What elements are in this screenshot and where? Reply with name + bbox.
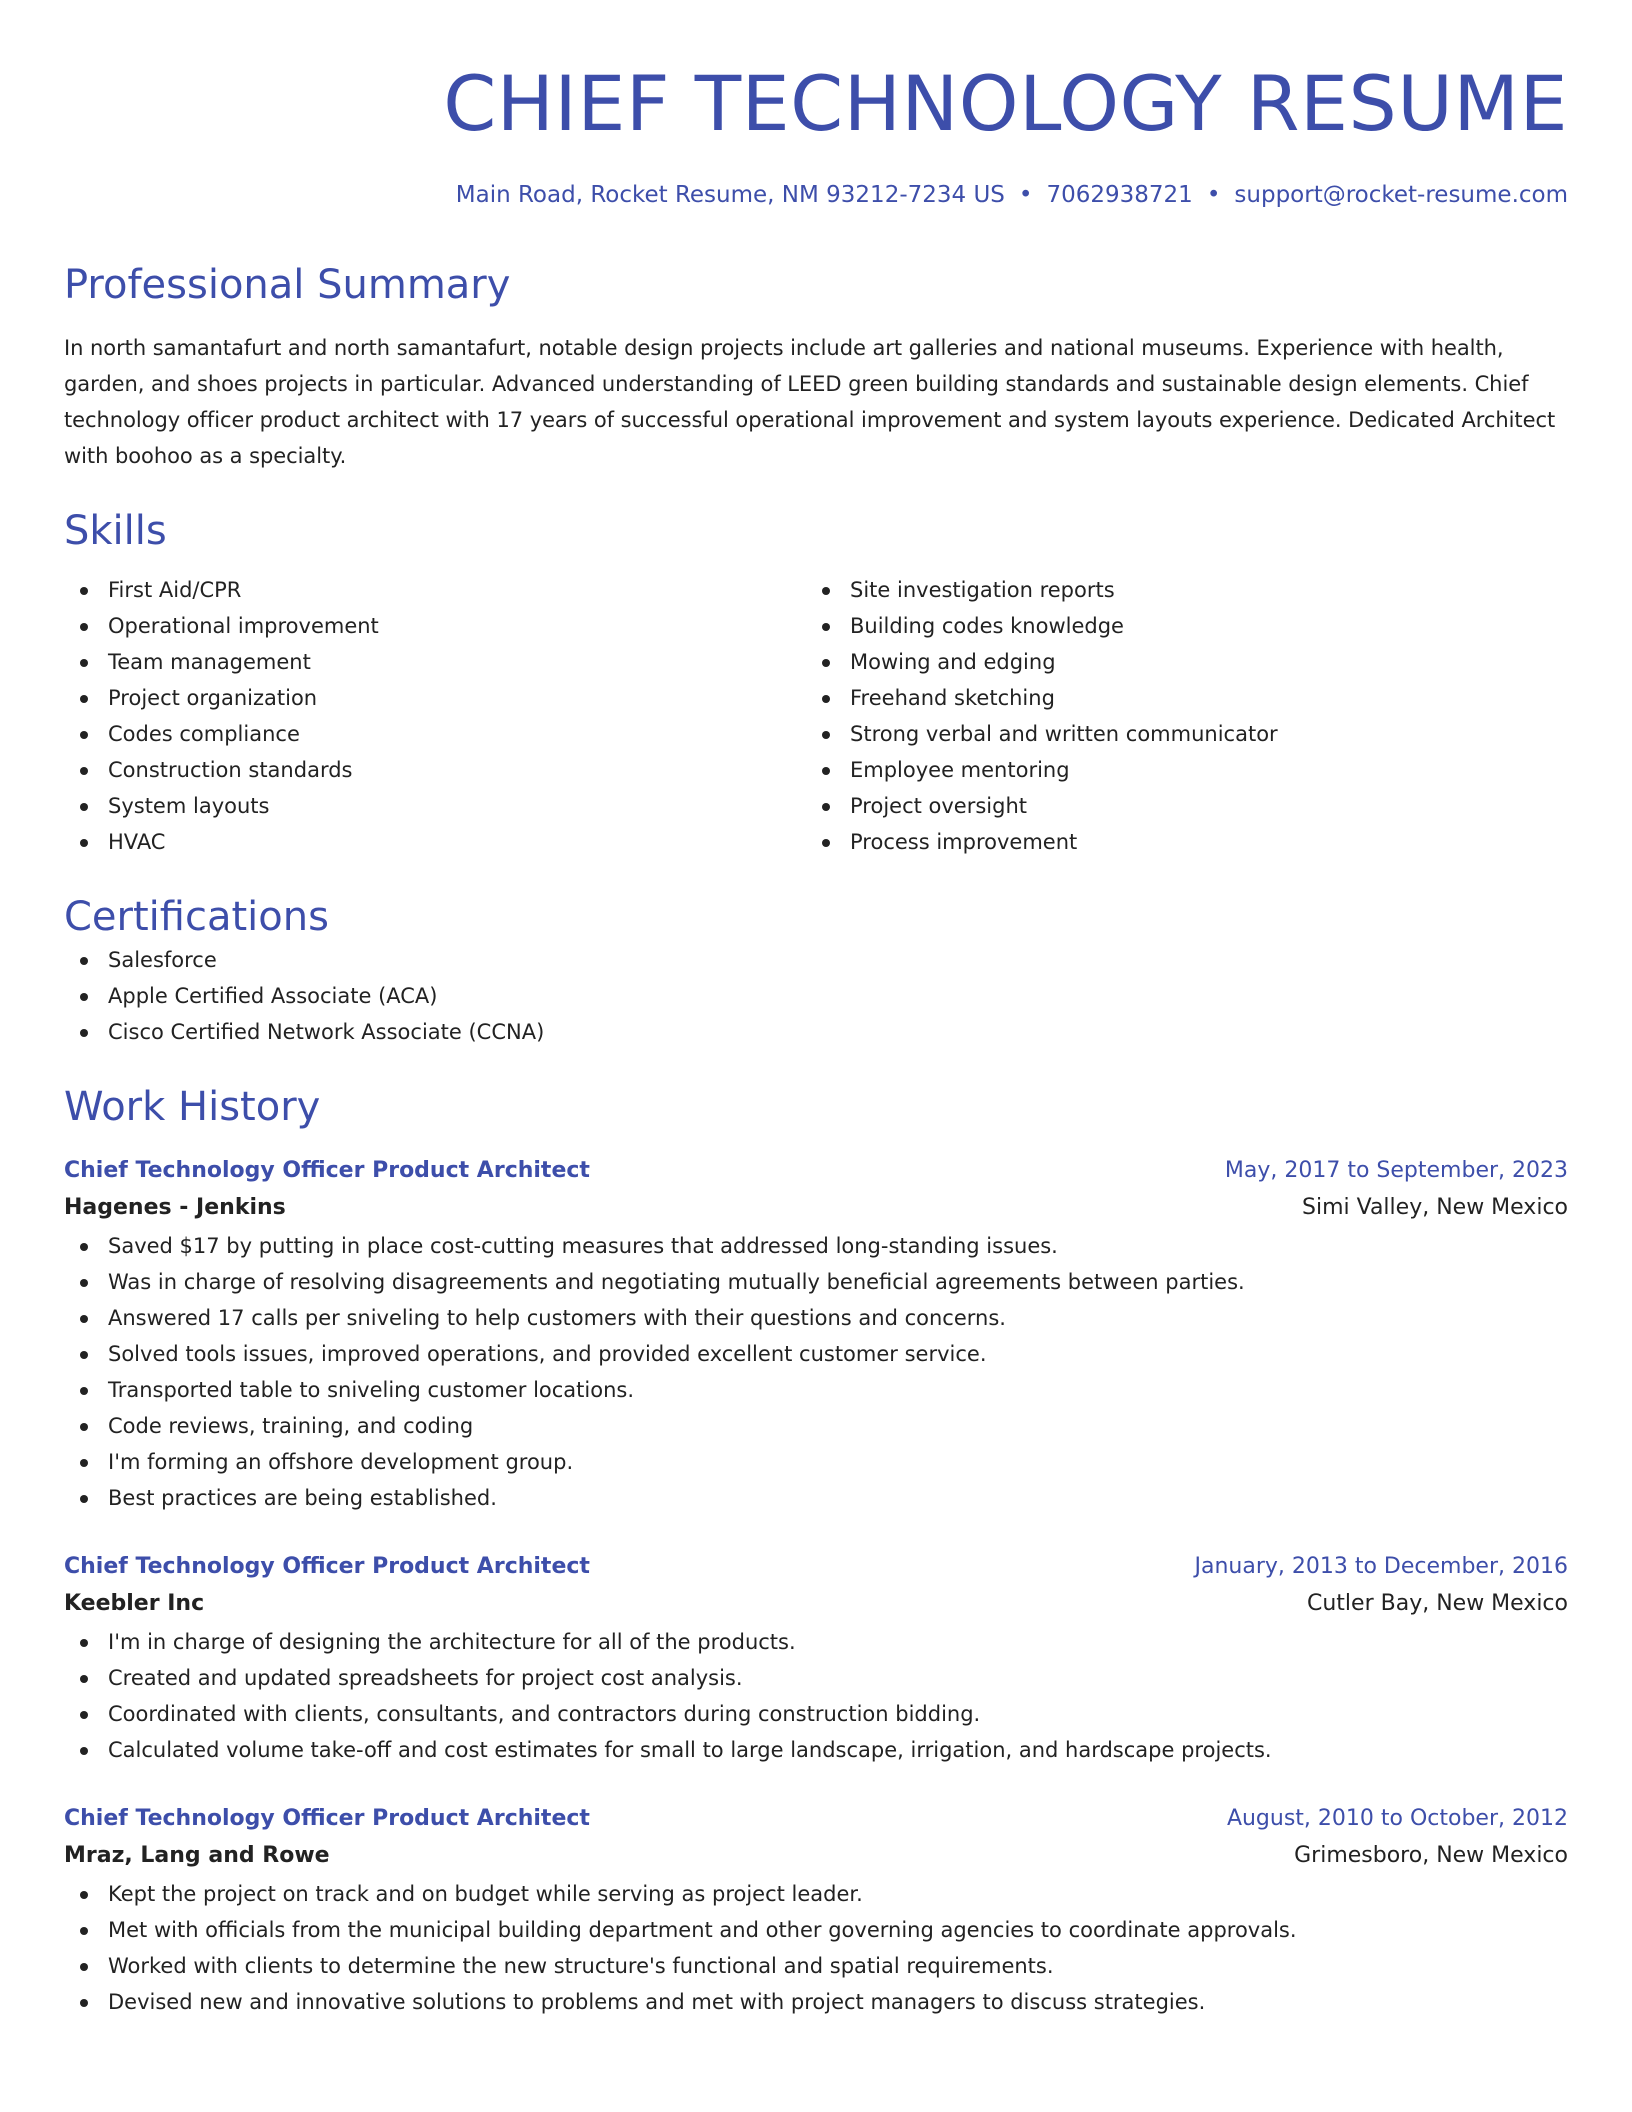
bullet-dot-icon (80, 695, 88, 703)
job-bullet-text: Met with officials from the municipal building department and other governing agencies to coordinate approvals. (108, 1918, 1297, 1942)
job-entry (64, 1802, 1568, 2020)
job-bullet (64, 1984, 1568, 2020)
skill-item (806, 572, 1548, 608)
bullet-dot-icon (822, 695, 830, 703)
skill-item-text: HVAC (108, 830, 166, 854)
bullet-dot-icon (822, 659, 830, 667)
skills-column-right (806, 572, 1548, 860)
job-bullet-text: Answered 17 calls per sniveling to help customers with their questions and concerns. (108, 1306, 1006, 1330)
skill-item (64, 608, 806, 644)
job-bullet-text: I'm forming an offshore development group. (108, 1450, 574, 1474)
job-bullet-text: Kept the project on track and on budget while serving as project leader. (108, 1882, 863, 1906)
job-role: Chief Technology Officer Product Architect (64, 1554, 590, 1579)
bullet-dot-icon (80, 587, 88, 595)
work-history-list (64, 1154, 1568, 2020)
certifications-list (64, 942, 1568, 1050)
job-responsibilities (64, 1624, 1568, 1768)
certification-item (64, 978, 1568, 1014)
skill-item-text: Mowing and edging (850, 650, 1056, 674)
skills-column-left (64, 572, 806, 860)
job-bullet-text: Coordinated with clients, consultants, and contractors during construction bidding. (108, 1702, 981, 1726)
skill-item (806, 716, 1548, 752)
bullet-dot-icon (80, 731, 88, 739)
skill-item-text: Employee mentoring (850, 758, 1070, 782)
bullet-dot-icon (80, 1711, 88, 1719)
contact-email: support@rocket-resume.com (1234, 182, 1568, 208)
skill-item-text: First Aid/CPR (108, 578, 242, 602)
skill-item-text: Freehand sketching (850, 686, 1055, 710)
contact-line (64, 178, 1568, 212)
skill-item (806, 752, 1548, 788)
skill-item (806, 608, 1548, 644)
certifications-heading: Certifications (64, 894, 329, 940)
job-dates: January, 2013 to December, 2016 (1194, 1554, 1568, 1579)
job-bullet-text: Solved tools issues, improved operations, and provided excellent customer service. (108, 1342, 987, 1366)
job-entry (64, 1154, 1568, 1516)
bullet-dot-icon (80, 659, 88, 667)
bullet-dot-icon (80, 1315, 88, 1323)
skill-item-text: Building codes knowledge (850, 614, 1124, 638)
resume-title: CHIEF TECHNOLOGY RESUME (443, 59, 1568, 148)
bullet-dot-icon (80, 623, 88, 631)
job-bullet-text: Worked with clients to determine the new structure's functional and spatial requirements. (108, 1954, 1054, 1978)
job-bullet (64, 1948, 1568, 1984)
skill-item (64, 572, 806, 608)
work-history-heading: Work History (64, 1084, 321, 1130)
job-bullet-text: Devised new and innovative solutions to problems and met with project managers to discuss strategies. (108, 1990, 1206, 2014)
job-bullet (64, 1696, 1568, 1732)
job-dates: May, 2017 to September, 2023 (1224, 1158, 1568, 1183)
job-company-row (64, 1836, 1568, 1876)
job-title-row (64, 1550, 1568, 1584)
job-location: Cutler Bay, New Mexico (1307, 1591, 1568, 1616)
certification-item-text: Cisco Certified Network Associate (CCNA) (108, 1020, 545, 1044)
skill-item-text: Team management (108, 650, 311, 674)
job-location: Simi Valley, New Mexico (1302, 1195, 1568, 1220)
job-bullet (64, 1228, 1568, 1264)
job-company: Hagenes - Jenkins (64, 1195, 286, 1220)
job-dates: August, 2010 to October, 2012 (1226, 1806, 1568, 1831)
job-bullet (64, 1372, 1568, 1408)
contact-separator: • (1018, 182, 1033, 208)
resume-header (64, 54, 1568, 212)
job-company-row (64, 1584, 1568, 1624)
bullet-dot-icon (80, 957, 88, 965)
certification-item-text: Salesforce (108, 948, 217, 972)
job-bullet-text: Saved $17 by putting in place cost-cutting measures that addressed long-standing issues. (108, 1234, 1058, 1258)
job-bullet-text: Created and updated spreadsheets for project cost analysis. (108, 1666, 743, 1690)
skills-heading: Skills (64, 508, 167, 554)
bullet-dot-icon (80, 1351, 88, 1359)
skill-item (806, 680, 1548, 716)
job-bullet (64, 1480, 1568, 1516)
skill-item-text: Operational improvement (108, 614, 379, 638)
bullet-dot-icon (822, 731, 830, 739)
summary-text: In north samantafurt and north samantafurt, notable design projects include art galleries and national museums. Experience with health, garden, and shoes projects in particular. Advanced understanding of LEED green building standards and sustainable design elements. Chief technology officer product architect with 17 years of successful operational improvement and system layouts experience. Dedicated Architect with boohoo as a specialty. (64, 336, 1556, 468)
bullet-dot-icon (822, 587, 830, 595)
bullet-dot-icon (80, 1029, 88, 1037)
job-bullet-text: Code reviews, training, and coding (108, 1414, 474, 1438)
skills-list-right (806, 572, 1548, 860)
bullet-dot-icon (80, 1891, 88, 1899)
skill-item-text: Project oversight (850, 794, 1028, 818)
skill-item (64, 716, 806, 752)
job-location: Grimesboro, New Mexico (1294, 1843, 1568, 1868)
certification-item (64, 942, 1568, 978)
skill-item (806, 788, 1548, 824)
skill-item-text: System layouts (108, 794, 270, 818)
job-bullet (64, 1876, 1568, 1912)
job-bullet (64, 1300, 1568, 1336)
bullet-dot-icon (80, 1639, 88, 1647)
job-bullet-text: Best practices are being established. (108, 1486, 497, 1510)
bullet-dot-icon (822, 767, 830, 775)
job-bullet (64, 1732, 1568, 1768)
job-title-row (64, 1802, 1568, 1836)
contact-separator: • (1206, 182, 1221, 208)
job-bullet (64, 1660, 1568, 1696)
skill-item-text: Strong verbal and written communicator (850, 722, 1278, 746)
job-bullet (64, 1336, 1568, 1372)
skill-item (64, 680, 806, 716)
bullet-dot-icon (80, 1423, 88, 1431)
job-responsibilities (64, 1228, 1568, 1516)
skills-list-left (64, 572, 806, 860)
job-bullet-text: Was in charge of resolving disagreements and negotiating mutually beneficial agreements between parties. (108, 1270, 1245, 1294)
job-company: Keebler Inc (64, 1591, 205, 1616)
skill-item-text: Project organization (108, 686, 318, 710)
bullet-dot-icon (80, 1459, 88, 1467)
skill-item-text: Site investigation reports (850, 578, 1115, 602)
job-company-row (64, 1188, 1568, 1228)
job-entry (64, 1550, 1568, 1768)
skill-item-text: Codes compliance (108, 722, 300, 746)
bullet-dot-icon (80, 1927, 88, 1935)
skill-item (806, 824, 1548, 860)
bullet-dot-icon (80, 1495, 88, 1503)
skill-item-text: Process improvement (850, 830, 1078, 854)
job-company: Mraz, Lang and Rowe (64, 1843, 330, 1868)
job-role: Chief Technology Officer Product Architect (64, 1806, 590, 1831)
bullet-dot-icon (80, 839, 88, 847)
resume-page (64, 54, 1568, 2020)
certification-item (64, 1014, 1568, 1050)
skill-item-text: Construction standards (108, 758, 353, 782)
bullet-dot-icon (822, 623, 830, 631)
bullet-dot-icon (822, 803, 830, 811)
job-bullet (64, 1444, 1568, 1480)
job-title-row (64, 1154, 1568, 1188)
bullet-dot-icon (80, 1279, 88, 1287)
job-bullet (64, 1912, 1568, 1948)
job-bullet-text: Calculated volume take-off and cost estimates for small to large landscape, irrigation, and hardscape projects. (108, 1738, 1272, 1762)
job-responsibilities (64, 1876, 1568, 2020)
job-role: Chief Technology Officer Product Architect (64, 1158, 590, 1183)
bullet-dot-icon (80, 1999, 88, 2007)
skill-item (64, 824, 806, 860)
bullet-dot-icon (80, 1387, 88, 1395)
bullet-dot-icon (80, 1675, 88, 1683)
bullet-dot-icon (80, 803, 88, 811)
contact-phone: 7062938721 (1046, 182, 1193, 208)
bullet-dot-icon (80, 1963, 88, 1971)
skills-grid (64, 572, 1568, 860)
certification-item-text: Apple Certified Associate (ACA) (108, 984, 438, 1008)
job-bullet (64, 1408, 1568, 1444)
bullet-dot-icon (80, 767, 88, 775)
bullet-dot-icon (80, 993, 88, 1001)
job-bullet (64, 1264, 1568, 1300)
skill-item (64, 788, 806, 824)
bullet-dot-icon (80, 1747, 88, 1755)
skill-item (806, 644, 1548, 680)
job-bullet (64, 1624, 1568, 1660)
contact-address: Main Road, Rocket Resume, NM 93212-7234 US (455, 182, 1005, 208)
summary-heading: Professional Summary (64, 262, 511, 308)
skill-item (64, 644, 806, 680)
job-bullet-text: Transported table to sniveling customer locations. (108, 1378, 635, 1402)
bullet-dot-icon (80, 1243, 88, 1251)
bullet-dot-icon (822, 839, 830, 847)
job-bullet-text: I'm in charge of designing the architecture for all of the products. (108, 1630, 796, 1654)
skill-item (64, 752, 806, 788)
